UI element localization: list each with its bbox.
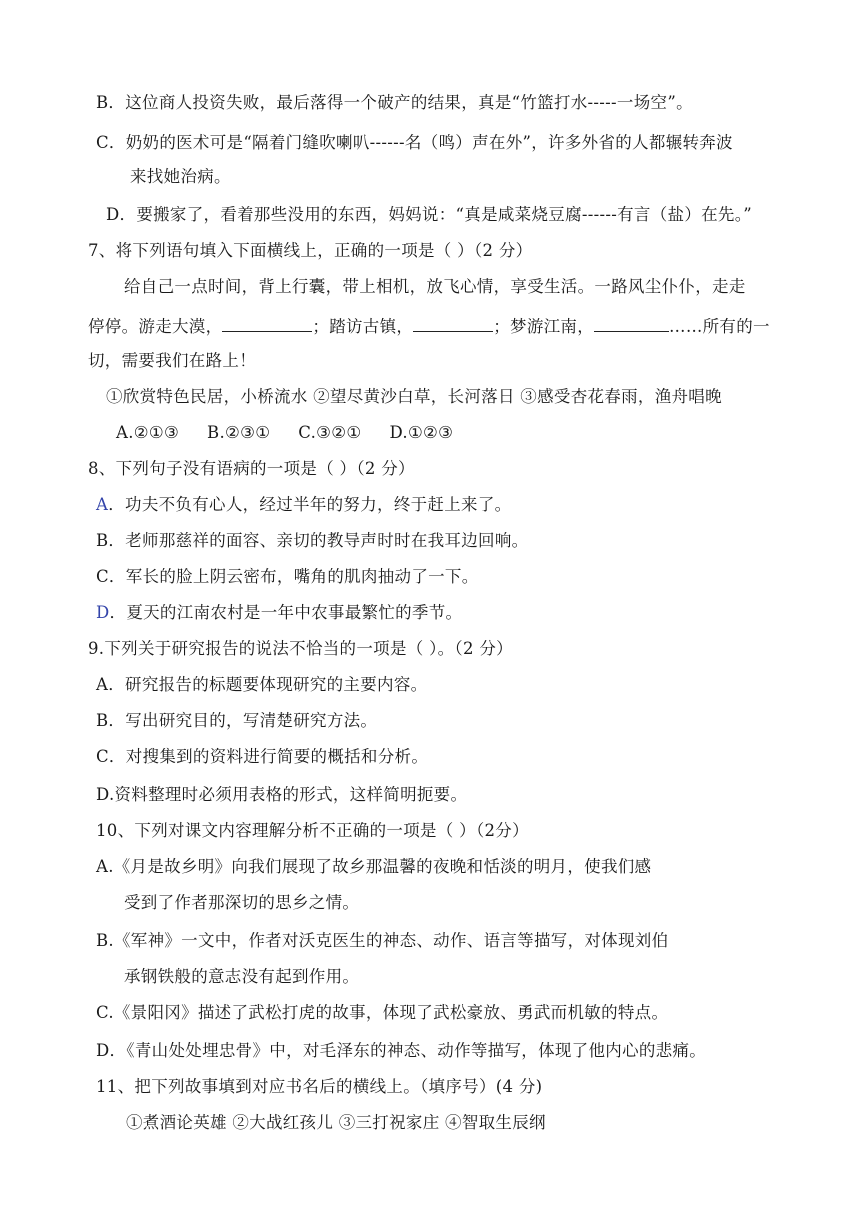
- q7-passage-line1: 给自己一点时间，背上行囊，带上相机，放飞心情，享受生活。一路风尘仆仆，走走: [124, 277, 746, 296]
- q9-option-b: B．写出研究目的，写清楚研究方法。: [96, 711, 378, 730]
- q7-option-b[interactable]: B.②③①: [207, 423, 271, 442]
- q8-stem: 8、下列句子没有语病的一项是（ ）（2 分）: [88, 459, 415, 478]
- q8-option-d-text: ．夏天的江南农村是一年中农事最繁忙的季节。: [109, 603, 463, 622]
- q9-option-d: D.资料整理时必须用表格的形式，这样简明扼要。: [96, 785, 468, 804]
- q7-option-d[interactable]: D.①②③: [389, 423, 454, 442]
- q7-blank-3[interactable]: [594, 317, 669, 332]
- q7-option-a[interactable]: A.②①③: [116, 423, 180, 442]
- q10-option-c: C.《景阳冈》描述了武松打虎的故事，体现了武松豪放、勇武而机敏的特点。: [96, 1003, 669, 1022]
- q9-option-c: C．对搜集到的资料进行简要的概括和分析。: [96, 747, 429, 766]
- q9-stem: 9.下列关于研究报告的说法不恰当的一项是（ ）。（2 分）: [88, 639, 513, 658]
- q6-option-c-line1: C．奶奶的医术可是“隔着门缝吹喇叭------名（鸣）声在外”，许多外省的人都辗转奔波: [96, 133, 733, 152]
- q10-stem: 10、下列对课文内容理解分析不正确的一项是（ ）（2分）: [96, 821, 529, 840]
- q7-option-c[interactable]: C.③②①: [298, 423, 362, 442]
- q11-items: ①煮酒论英雄 ②大战红孩儿 ③三打祝家庄 ④智取生辰纲: [126, 1113, 546, 1132]
- q10-option-b-line2: 承钢铁般的意志没有起到作用。: [124, 967, 360, 986]
- q11-stem: 11、把下列故事填到对应书名后的横线上。（填序号）(4 分): [96, 1077, 543, 1096]
- q8-option-c: C．军长的脸上阴云密布，嘴角的肌肉抽动了一下。: [96, 567, 479, 586]
- q7-passage-line2: [88, 316, 770, 338]
- q6-option-d: D．要搬家了，看着那些没用的东西，妈妈说：“真是咸菜烧豆腐------有言（盐）在先。”: [106, 205, 753, 224]
- q8-option-a-text: ．功夫不负有心人，经过半年的努力，终于赶上来了。: [108, 495, 512, 514]
- q6-option-c-line2: 来找她治病。: [130, 167, 231, 186]
- q7-passage-part-d: ……所有的一: [669, 317, 770, 336]
- q10-option-a-line2: 受到了作者那深切的思乡之情。: [124, 893, 360, 912]
- q8-option-d: [96, 602, 462, 624]
- q10-option-d: D．《青山处处埋忠骨》中，对毛泽东的神态、动作等描写，体现了他内心的悲痛。: [96, 1041, 707, 1060]
- q7-passage-part-c: ；梦游江南，: [493, 317, 595, 336]
- q6-option-b: B．这位商人投资失败，最后落得一个破产的结果，真是“竹篮打水-----一场空”。: [96, 93, 693, 112]
- q9-option-a: A．研究报告的标题要体现研究的主要内容。: [96, 675, 428, 694]
- q7-stem: 7、将下列语句填入下面横线上，正确的一项是（ ）（2 分）: [88, 241, 533, 260]
- q7-phrases: ①欣赏特色民居，小桥流水 ②望尽黄沙白草，长河落日 ③感受杏花春雨，渔舟唱晚: [106, 387, 722, 406]
- q7-passage-part-a: 停停。游走大漠，: [88, 317, 223, 336]
- q8-option-a-mark: A: [96, 495, 109, 514]
- q7-passage-part-b: ；踏访古镇，: [312, 317, 414, 336]
- q10-option-b-line1: B.《军神》一文中，作者对沃克医生的神态、动作、语言等描写，对体现刘伯: [96, 931, 669, 950]
- q10-option-a-line1: A.《月是故乡明》向我们展现了故乡那温馨的夜晚和恬淡的明月，使我们感: [96, 857, 652, 876]
- q8-option-d-mark: D: [96, 603, 110, 622]
- q7-passage-line3: 切，需要我们在路上！: [88, 351, 256, 370]
- q8-option-b: B．老师那慈祥的面容、亲切的教导声时时在我耳边回响。: [96, 531, 529, 550]
- q7-blank-1[interactable]: [222, 317, 312, 332]
- q7-options: [116, 422, 453, 444]
- q7-blank-2[interactable]: [413, 317, 493, 332]
- q8-option-a: [96, 494, 511, 516]
